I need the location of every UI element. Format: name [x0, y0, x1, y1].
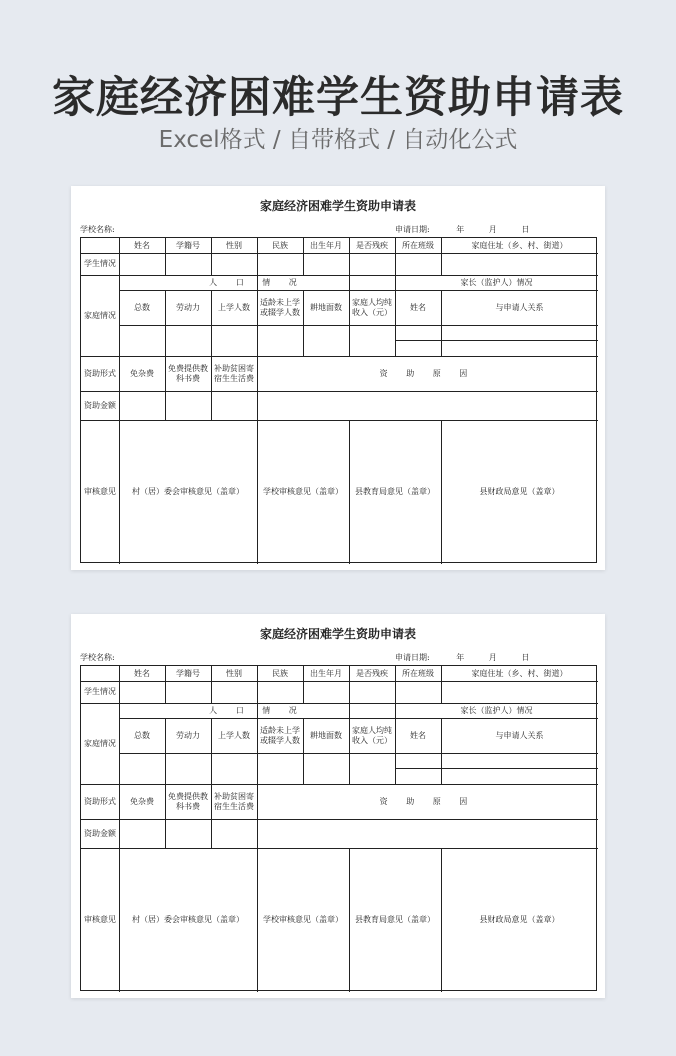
form-preview-1 [71, 186, 605, 570]
population-header: 人 口 情 况 [209, 705, 305, 715]
month-label: 月 [488, 653, 497, 662]
header-total: 总数 [134, 302, 150, 312]
family-section-label: 家庭情况 [84, 310, 116, 320]
form-title: 家庭经济困难学生资助申请表 [259, 199, 416, 213]
header-student-id: 学籍号 [176, 240, 200, 250]
header-income: 家庭人均纯收入（元） [352, 725, 392, 745]
header-guardian-name: 姓名 [410, 302, 426, 312]
header-class: 所在班级 [402, 240, 434, 250]
student-section-label: 学生情况 [84, 259, 116, 268]
aid-option-textbooks: 免费提供教科书费 [168, 363, 208, 383]
form-preview-2 [71, 614, 605, 998]
review-education-bureau: 县教育局意见（盖章） [355, 487, 435, 496]
header-birth-date: 出生年月 [310, 668, 342, 678]
header-address: 家庭住址（乡、村、街道） [471, 240, 568, 250]
aid-reason-label: 资 助 原 因 [379, 796, 476, 806]
header-class: 所在班级 [402, 668, 434, 678]
header-in-school: 上学人数 [218, 302, 250, 312]
header-total: 总数 [134, 730, 150, 740]
header-ethnicity: 民族 [272, 240, 288, 250]
review-label: 审核意见 [84, 915, 116, 924]
header-farmland: 耕地面数 [310, 730, 342, 740]
day-label: 日 [521, 225, 530, 234]
student-section-label: 学生情况 [84, 687, 116, 696]
review-school: 学校审核意见（盖章） [263, 915, 343, 924]
header-name: 姓名 [134, 240, 150, 250]
form-title: 家庭经济困难学生资助申请表 [259, 627, 416, 641]
review-school: 学校审核意见（盖章） [263, 487, 343, 496]
aid-form-label: 资助形式 [84, 368, 116, 378]
header-ethnicity: 民族 [272, 668, 288, 678]
header-student-id: 学籍号 [176, 668, 200, 678]
date-label: 申请日期: [395, 225, 430, 234]
aid-amount-label: 资助金额 [84, 400, 116, 410]
header-gender: 性别 [226, 240, 242, 250]
review-village: 村（居）委会审核意见（盖章） [132, 915, 244, 924]
header-relationship: 与申请人关系 [495, 302, 544, 312]
header-birth-date: 出生年月 [310, 240, 342, 250]
application-form-table [80, 237, 597, 563]
application-form-table [80, 665, 597, 991]
header-address: 家庭住址（乡、村、街道） [471, 668, 568, 678]
header-income: 家庭人均纯收入（元） [352, 297, 392, 317]
banner-subtitle: Excel格式 / 自带格式 / 自动化公式 [158, 127, 518, 153]
header-disability: 是否残疾 [356, 240, 388, 250]
review-finance-bureau: 县财政局意见（盖章） [479, 487, 560, 496]
aid-reason-label: 资 助 原 因 [379, 368, 476, 378]
year-label: 年 [456, 225, 465, 234]
review-village: 村（居）委会审核意见（盖章） [132, 487, 244, 496]
header-guardian-name: 姓名 [410, 730, 426, 740]
header-labor: 劳动力 [176, 302, 200, 312]
review-label: 审核意见 [84, 487, 116, 496]
review-education-bureau: 县教育局意见（盖章） [355, 915, 435, 924]
family-section-label: 家庭情况 [84, 738, 116, 748]
review-finance-bureau: 县财政局意见（盖章） [479, 915, 560, 924]
aid-option-fee-waiver: 免杂费 [130, 796, 154, 806]
header-farmland: 耕地面数 [310, 302, 342, 312]
guardian-header: 家长（监护人）情况 [460, 277, 533, 287]
header-dropout: 适龄未上学或辍学人数 [260, 297, 300, 317]
aid-option-fee-waiver: 免杂费 [130, 368, 154, 378]
aid-option-boarding: 补助贫困寄宿生生活费 [214, 363, 254, 383]
header-disability: 是否残疾 [356, 668, 388, 678]
header-name: 姓名 [134, 668, 150, 678]
header-labor: 劳动力 [176, 730, 200, 740]
header-in-school: 上学人数 [218, 730, 250, 740]
banner-title: 家庭经济困难学生资助申请表 [52, 73, 624, 123]
aid-form-label: 资助形式 [84, 796, 116, 806]
header-gender: 性别 [226, 668, 242, 678]
date-label: 申请日期: [395, 653, 430, 662]
year-label: 年 [456, 653, 465, 662]
month-label: 月 [488, 225, 497, 234]
application-date [395, 224, 529, 235]
school-name-label: 学校名称: [80, 653, 115, 662]
school-name-label: 学校名称: [80, 225, 115, 234]
aid-option-textbooks: 免费提供教科书费 [168, 791, 208, 811]
day-label: 日 [521, 653, 530, 662]
guardian-header: 家长（监护人）情况 [460, 705, 533, 715]
aid-option-boarding: 补助贫困寄宿生生活费 [214, 791, 254, 811]
header-dropout: 适龄未上学或辍学人数 [260, 725, 300, 745]
aid-amount-label: 资助金额 [84, 828, 116, 838]
application-date [395, 652, 529, 663]
population-header: 人 口 情 况 [209, 277, 305, 287]
header-relationship: 与申请人关系 [495, 730, 544, 740]
